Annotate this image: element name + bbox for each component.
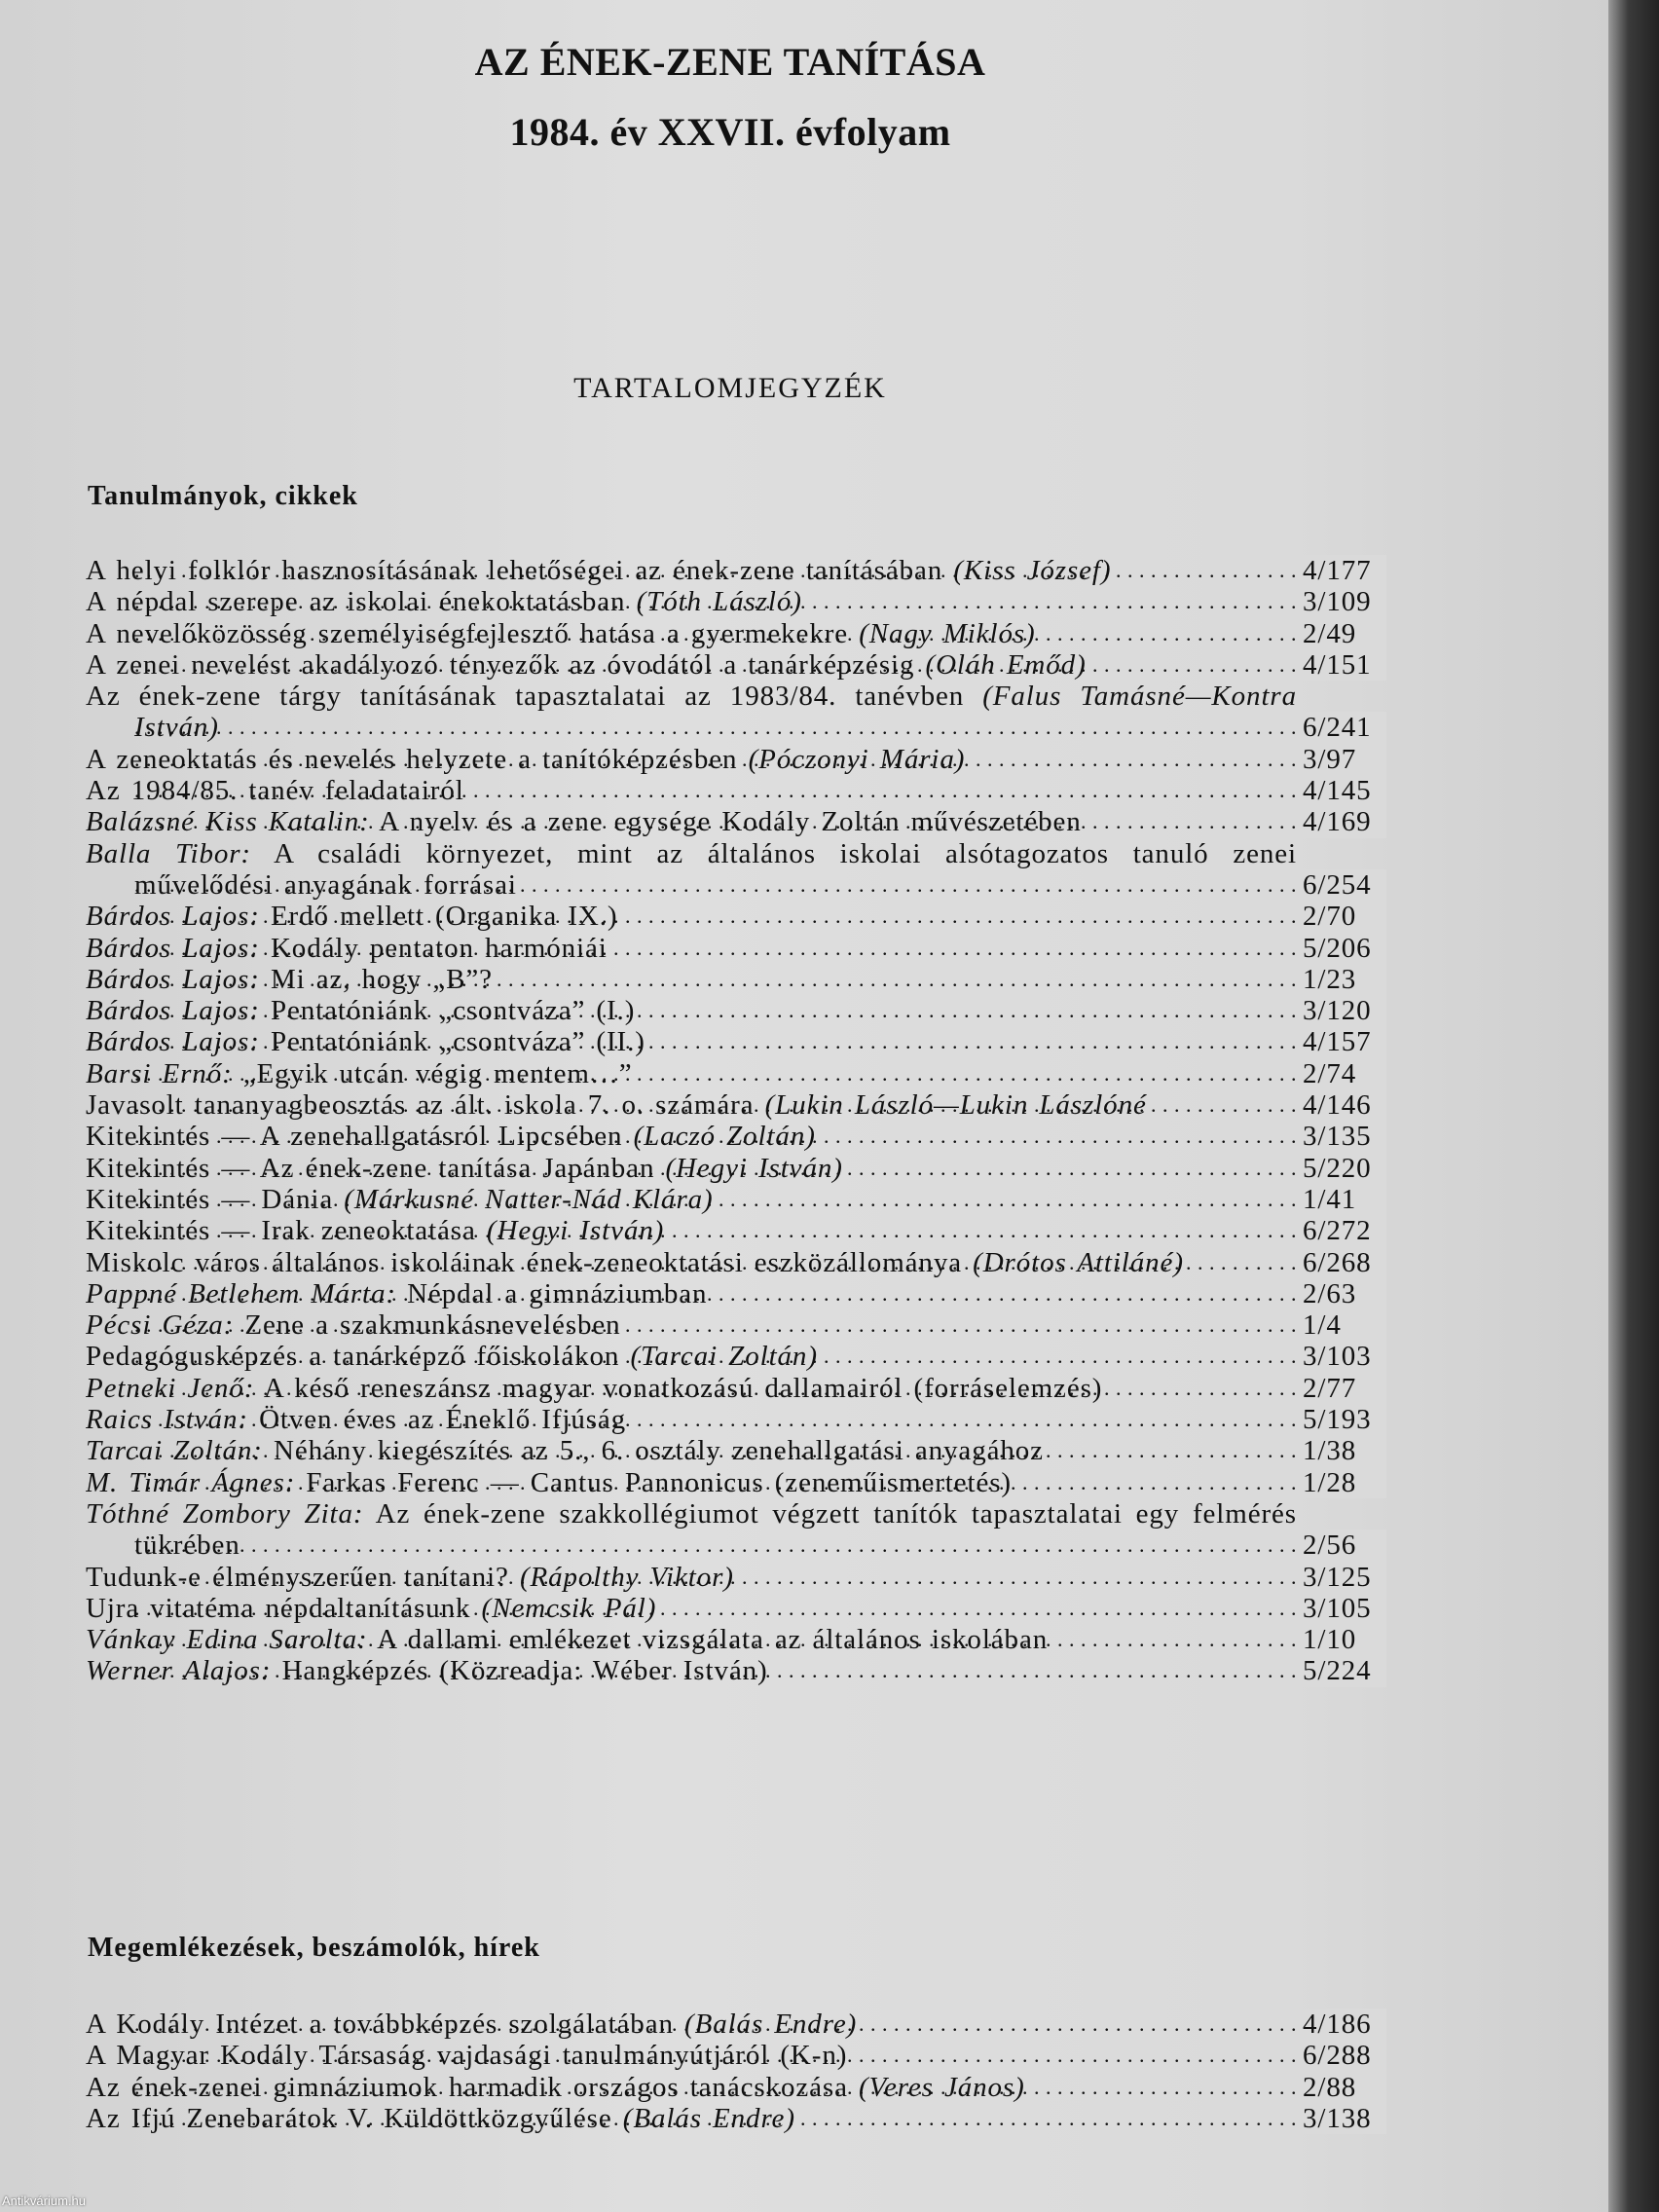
entry-text [86,1121,1297,1152]
toc-entry [86,838,1386,902]
entry-title: A dallami emlékezet vizsgálata az általános iskolában [367,1624,1049,1656]
entry-page-ref: 5/220 [1297,1153,1386,1184]
entry-author: (Tóth László) [636,586,802,618]
entry-author: Balla Tibor: [86,837,251,869]
entry-title: Népdal a gimnáziumban [395,1277,708,1309]
entry-page-ref: 5/193 [1297,1404,1386,1435]
entry-text [86,555,1297,586]
entry-page-ref: 3/105 [1297,1593,1386,1624]
entry-author: (Falus Tamásné—Kontra István) [134,681,1297,744]
entry-author: (Tarcai Zoltán) [630,1341,818,1373]
toc-entry [86,1467,1386,1498]
entry-text [86,995,1297,1026]
entry-page-ref: 5/224 [1297,1655,1386,1686]
page-edge-shadow [1608,0,1659,2212]
entry-page-ref: 1/28 [1297,1467,1386,1498]
entry-page-ref: 6/272 [1297,1215,1386,1246]
entry-page-ref: 6/254 [1297,869,1386,901]
entry-author: (Veres János) [859,2071,1025,2103]
entry-page-ref: 3/138 [1297,2103,1386,2134]
entry-author: Raics István: [86,1404,248,1436]
toc-entry [86,1089,1386,1121]
entry-author: Petneki Jenő: [86,1372,255,1404]
entry-author: Vánkay Edina Sarolta: [86,1624,368,1656]
entry-title: Javasolt tananyagbeosztás az ált. iskola 7. o. számára [86,1089,765,1122]
entry-page-ref: 3/120 [1297,995,1386,1026]
entry-page-ref: 4/145 [1297,775,1386,806]
toc-entry [86,1562,1386,1593]
toc-entry [86,744,1386,775]
entry-title: Pentatóniánk „csontváza” (I.) [259,995,636,1027]
entry-page-ref: 2/77 [1297,1373,1386,1404]
toc-entry [86,806,1386,837]
entry-page-ref: 2/74 [1297,1058,1386,1089]
entry-author: M. Timár Ágnes: [86,1466,296,1498]
entry-author: Bárdos Lajos: [86,932,260,964]
section-heading: Tanulmányok, cikkek [88,481,358,511]
entry-text [86,806,1297,837]
entry-page-ref: 4/186 [1297,2009,1386,2040]
entry-title: A Kodály Intézet a továbbképzés szolgálatában [86,2009,685,2040]
entry-title: A helyi folklór hasznosításának lehetőségei az ének-zene tanításában [86,555,954,586]
entry-page-ref: 3/103 [1297,1341,1386,1372]
toc-entry [86,964,1386,995]
entry-text [86,1278,1297,1309]
entry-text [86,901,1297,932]
entry-title: Hangképzés (Közreadja: Wéber István) [271,1655,768,1687]
entry-title: Pedagógusképzés a tanárképző főiskolákon [86,1341,631,1373]
section-heading: Megemlékezések, beszámolók, hírek [88,1933,540,1963]
toc-entry [86,2009,1386,2040]
toc-entry [86,2072,1386,2103]
entry-page-ref: 1/23 [1297,964,1386,995]
toc-entry [86,2103,1386,2134]
watermark: Antikvárium.hu [2,2194,86,2208]
entry-page-ref: 6/288 [1297,2040,1386,2071]
entry-text [86,1404,1297,1435]
entry-title: „Egyik utcán végig mentem…” [232,1057,633,1089]
entry-text [86,1089,1297,1121]
entry-author: Barsi Ernő: [86,1057,233,1089]
entry-text [86,1215,1297,1246]
entry-title: Az ének-zene szakkollégiumot végzett tanítók tapasztalatai egy felmérés tükrében [134,1497,1297,1562]
entry-page-ref: 1/4 [1297,1309,1386,1341]
entry-author: (Hegyi István) [486,1215,665,1247]
entry-title: A családi környezet, mint az általános iskolai alsótagozatos tanuló zenei művelődési anyagának forrásai [134,837,1297,901]
toc-entry [86,555,1386,586]
entry-title: Kitekintés — Dánia [86,1183,345,1215]
toc-list-studies [86,555,1386,1687]
toc-entry [86,775,1386,806]
entry-author: Bárdos Lajos: [86,901,260,933]
entry-title: A zeneoktatás és nevelés helyzete a tanítóképzésben [86,743,749,775]
entry-title: Néhány kiegészítés az 5., 6. osztály zenehallgatási anyagához [262,1435,1044,1467]
entry-title: A zenei nevelést akadályozó tényezők az óvodától a tanárképzésig [86,648,926,681]
entry-author: Pécsi Géza: [86,1309,235,1342]
entry-text [86,1498,1297,1562]
entry-text [86,1624,1297,1655]
toc-entry [86,618,1386,649]
entry-text [86,1247,1297,1278]
entry-author: (Kiss József) [953,555,1112,586]
entry-author: (Oláh Emőd) [925,648,1087,681]
entry-page-ref: 4/146 [1297,1089,1386,1121]
entry-author: (Nagy Miklós) [859,617,1036,649]
entry-author: (Hegyi István) [665,1152,843,1184]
toc-entry [86,1655,1386,1686]
entry-author: Bárdos Lajos: [86,1026,260,1058]
entry-author: Balázsné Kiss Katalin: [86,806,370,838]
toc-entry [86,995,1386,1026]
entry-page-ref: 6/268 [1297,1247,1386,1278]
entry-title: A népdal szerepe az iskolai énekoktatásban [86,586,637,618]
entry-text [86,2040,1297,2071]
entry-text [86,618,1297,649]
entry-title: Mi az, hogy „B”? [259,963,493,995]
toc-entry [86,1153,1386,1184]
entry-title: Farkas Ferenc — Cantus Pannonicus (zeneműismertetés) [295,1466,1012,1498]
entry-text [86,964,1297,995]
entry-page-ref: 1/38 [1297,1435,1386,1466]
entry-text [86,1373,1297,1404]
entry-title: Kitekintés — Az ének-zene tanítása Japánban [86,1152,666,1184]
entry-page-ref: 4/169 [1297,806,1386,837]
entry-text [86,2072,1297,2103]
entry-text [86,681,1297,744]
entry-author: Werner Alajos: [86,1655,272,1687]
entry-page-ref: 6/241 [1297,712,1386,743]
entry-title: Kitekintés — Irak zeneoktatása [86,1215,487,1247]
toc-entry [86,1026,1386,1057]
entry-title: A nevelőközösség személyiségfejlesztő hatása a gyermekekre [86,617,860,649]
toc-entry [86,1624,1386,1655]
entry-title: Tudunk-e élményszerűen tanítani? [86,1561,520,1593]
entry-author: (Laczó Zoltán) [633,1121,816,1153]
toc-heading: TARTALOMJEGYZÉK [573,372,887,404]
entry-author: (Balás Endre) [684,2009,858,2040]
entry-text [86,1058,1297,1089]
entry-text [86,1593,1297,1624]
entry-title: A késő reneszánsz magyar vonatkozású dallamairól (forráselemzés) [254,1372,1103,1404]
toc-entry [86,1593,1386,1624]
entry-title: Ujra vitatéma népdaltanításunk [86,1592,482,1624]
entry-title: Kitekintés — A zenehallgatásról Lipcsében [86,1121,634,1153]
entry-title: Az 1984/85. tanév feladatairól [86,775,464,807]
entry-page-ref: 4/177 [1297,555,1386,586]
entry-title: Ötven éves az Éneklő Ifjúság [247,1404,627,1436]
entry-title: Miskolc város általános iskoláinak ének-zeneoktatási eszközállománya [86,1246,974,1278]
entry-text [86,2103,1297,2134]
entry-text [86,1026,1297,1057]
entry-author: (Balás Endre) [622,2102,795,2134]
toc-entry [86,1121,1386,1152]
entry-author: (Rápolthy Viktor) [519,1561,734,1593]
entry-page-ref: 3/135 [1297,1121,1386,1152]
toc-entry [86,1247,1386,1278]
entry-text [86,1562,1297,1593]
entry-text [86,2009,1297,2040]
entry-page-ref: 4/157 [1297,1026,1386,1057]
entry-page-ref: 1/10 [1297,1624,1386,1655]
entry-page-ref: 2/63 [1297,1278,1386,1309]
toc-entry [86,1309,1386,1341]
toc-entry [86,1341,1386,1372]
entry-text [86,649,1297,681]
entry-text [86,933,1297,964]
toc-entry [86,933,1386,964]
entry-author: Pappné Betlehem Márta: [86,1277,396,1309]
entry-title: A Magyar Kodály Társaság vajdasági tanulmányútjáról (K-n) [86,2040,848,2072]
entry-text [86,1435,1297,1466]
entry-author: Bárdos Lajos: [86,995,260,1027]
toc-entry [86,1498,1386,1562]
entry-author: (Márkusné Natter-Nád Klára) [344,1183,714,1215]
entry-title: Pentatóniánk „csontváza” (II.) [259,1026,645,1058]
entry-page-ref: 2/56 [1297,1530,1386,1561]
entry-page-ref: 2/88 [1297,2072,1386,2103]
toc-entry [86,1058,1386,1089]
entry-author: Bárdos Lajos: [86,963,260,995]
entry-text [86,586,1297,617]
entry-title: A nyelv és a zene egysége Kodály Zoltán művészetében [369,806,1082,838]
entry-author: (Drótos Attiláné) [973,1246,1184,1278]
entry-page-ref: 5/206 [1297,933,1386,964]
toc-list-news [86,2009,1386,2134]
entry-title: Erdő mellett (Organika IX.) [259,901,618,933]
entry-title: Az ének-zenei gimnáziumok harmadik országos tanácskozása [86,2071,860,2103]
entry-text [86,1153,1297,1184]
toc-entry [86,1404,1386,1435]
entry-author: (Nemcsik Pál) [481,1592,657,1624]
toc-entry [86,1215,1386,1246]
toc-entry [86,1184,1386,1215]
entry-text [86,838,1297,902]
entry-page-ref: 1/41 [1297,1184,1386,1215]
entry-text [86,1184,1297,1215]
entry-title: Az ének-zene tárgy tanításának tapasztalatai az 1983/84. tanévben [86,681,983,713]
entry-author: (Lukin László—Lukin Lászlóné [764,1089,1147,1122]
toc-entry [86,1373,1386,1404]
entry-page-ref: 3/109 [1297,586,1386,617]
toc-entry [86,649,1386,681]
entry-text [86,1467,1297,1498]
entry-author: (Póczonyi Mária) [748,743,966,775]
entry-page-ref: 3/125 [1297,1562,1386,1593]
volume-line: 1984. év XXVII. évfolyam [509,110,951,154]
entry-author: Tóthné Zombory Zita: [86,1497,364,1530]
toc-entry [86,681,1386,744]
entry-page-ref: 2/70 [1297,901,1386,932]
toc-entry [86,1435,1386,1466]
entry-page-ref: 4/151 [1297,649,1386,681]
entry-page-ref: 2/49 [1297,618,1386,649]
entry-title: Az Ifjú Zenebarátok V. Küldöttközgyűlése [86,2102,623,2134]
entry-title: Zene a szakmunkásnevelésben [234,1309,621,1342]
journal-title: AZ ÉNEK-ZENE TANÍTÁSA [474,40,986,84]
toc-entry [86,1278,1386,1309]
entry-text [86,1655,1297,1686]
entry-author: Tarcai Zoltán: [86,1435,263,1467]
entry-text [86,744,1297,775]
entry-title: Kodály pentaton harmóniái [259,932,608,964]
toc-entry [86,586,1386,617]
entry-text [86,1309,1297,1341]
entry-text [86,1341,1297,1372]
toc-entry [86,901,1386,932]
entry-page-ref: 3/97 [1297,744,1386,775]
entry-text [86,775,1297,806]
toc-entry [86,2040,1386,2071]
